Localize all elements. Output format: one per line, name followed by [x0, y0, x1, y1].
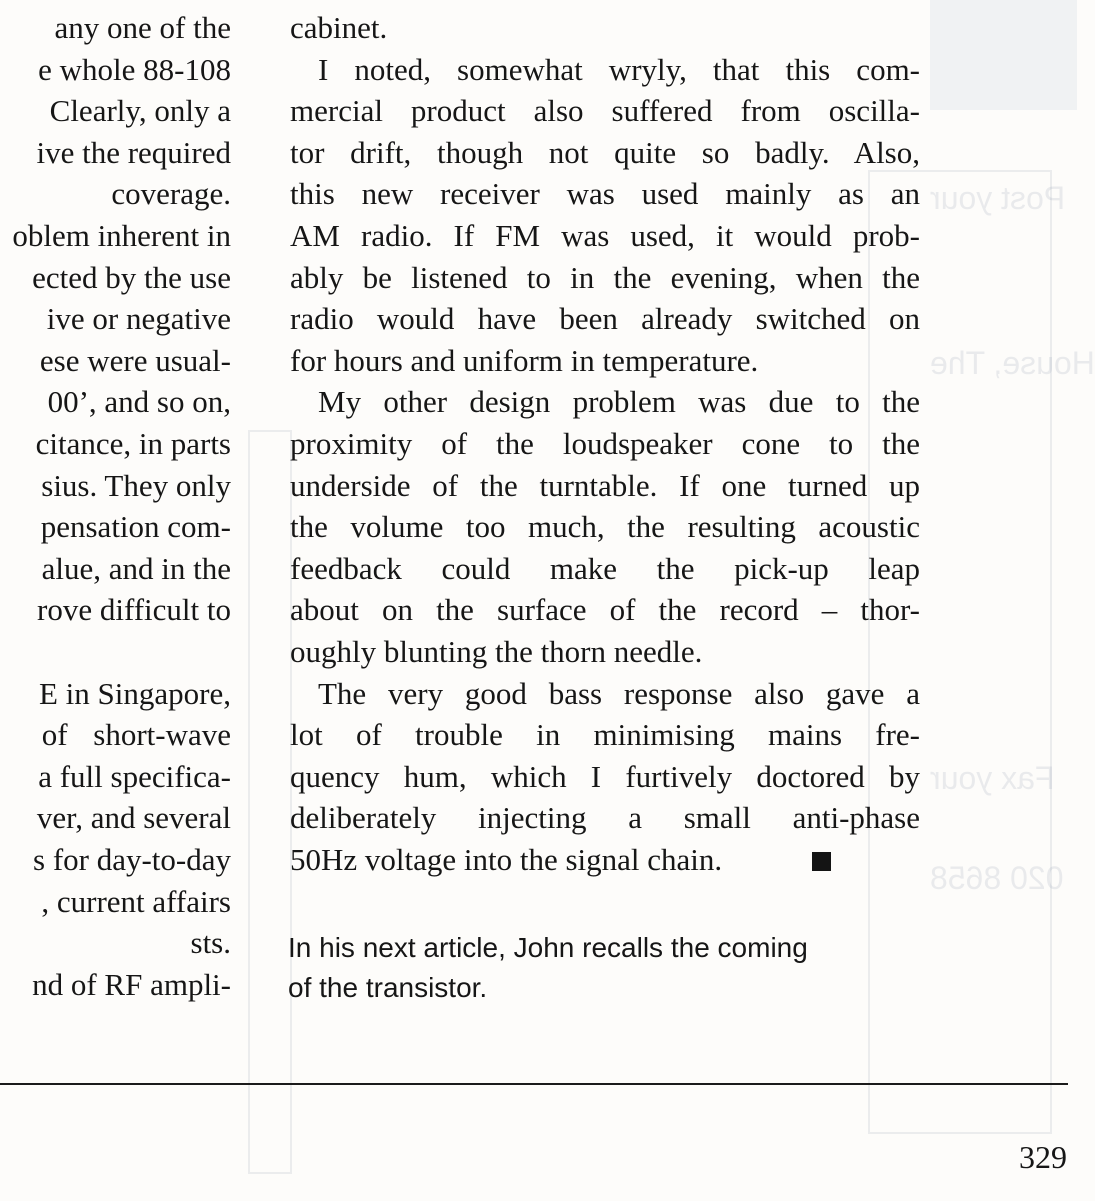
- body-text-line: proximity of the loudspeaker cone to the: [290, 426, 920, 461]
- body-text-line: Clearly, only a: [49, 93, 231, 129]
- page-number: 329: [1019, 1139, 1067, 1175]
- footnote-line: In his next article, John recalls the coming: [288, 932, 808, 963]
- next-article-note: [288, 928, 928, 1008]
- body-text-line: deliberately injecting a small anti-phase: [290, 800, 920, 836]
- footnote-line: of the transistor.: [288, 972, 488, 1003]
- body-text-line: citance, in parts: [35, 426, 231, 461]
- body-text-line: ive or negative: [46, 301, 231, 337]
- body-text-line: tor drift, though not quite so badly. Also,: [290, 134, 920, 170]
- end-of-article-mark-icon: [812, 852, 831, 871]
- body-text-line: mercial product also suffered from oscilla-: [290, 93, 920, 129]
- paragraph-first-line: I noted, somewhat wryly, that this com-: [318, 51, 920, 87]
- body-text-line: s for day-to-day: [33, 842, 231, 877]
- body-text-line: for hours and uniform in temperature.: [290, 342, 759, 378]
- body-text-line: of short-wave: [41, 717, 231, 753]
- body-text-line: nd of RF ampli-: [32, 966, 231, 1002]
- body-text-line: coverage.: [111, 176, 231, 212]
- body-text-line: pensation com-: [40, 509, 231, 545]
- body-text-line: sius. They only: [41, 467, 231, 503]
- body-text-line: oblem inherent in: [12, 218, 231, 253]
- body-text-line: [290, 839, 920, 881]
- body-text-line: oughly blunting the thorn needle.: [290, 634, 703, 669]
- body-text-line: any one of the: [54, 10, 231, 45]
- body-text-line: quency hum, which I furtively doctored by: [290, 758, 920, 794]
- body-text-line: radio would have been already switched on: [290, 301, 920, 337]
- body-text-line: about on the surface of the record – thor-: [290, 592, 920, 628]
- body-text-line: ably be listened to in the evening, when the: [290, 259, 920, 295]
- body-text-line: ver, and several: [36, 800, 231, 836]
- body-text-line: E in Singapore,: [39, 675, 231, 711]
- body-text-line: , current affairs: [41, 883, 231, 919]
- body-text-line: sts.: [190, 925, 231, 961]
- body-text-line: feedback could make the pick-up leap: [290, 550, 920, 586]
- body-text-line: underside of the turntable. If one turned up: [290, 467, 920, 503]
- body-text-line: ese were usual-: [39, 342, 231, 378]
- final-line-text: 50Hz voltage into the signal chain.: [290, 842, 723, 877]
- body-text-line: e whole 88-108: [38, 51, 231, 87]
- body-text-line: cabinet.: [290, 10, 388, 45]
- body-text-line: AM radio. If FM was used, it would prob-: [290, 218, 920, 253]
- body-text-line: the volume too much, the resulting acoustic: [290, 509, 920, 545]
- body-text-line: this new receiver was used mainly as an: [290, 176, 920, 212]
- body-text-line: alue, and in the: [41, 550, 231, 586]
- footer-rule: [0, 1083, 1068, 1085]
- paragraph-first-line: The very good bass response also gave a: [318, 675, 920, 711]
- body-text-line: rove difficult to: [37, 592, 231, 628]
- body-text-line: a full specifica-: [38, 758, 231, 794]
- body-text-line: 00’, and so on,: [47, 384, 231, 420]
- body-text-line: ive the required: [36, 134, 231, 170]
- paragraph-first-line: My other design problem was due to the: [318, 384, 920, 420]
- body-text-line: ected by the use: [32, 259, 231, 295]
- body-text-line: lot of trouble in minimising mains fre-: [290, 717, 920, 753]
- reverse-page-show-through: Post your House, The Fax your 020 8658: [0, 0, 1077, 1201]
